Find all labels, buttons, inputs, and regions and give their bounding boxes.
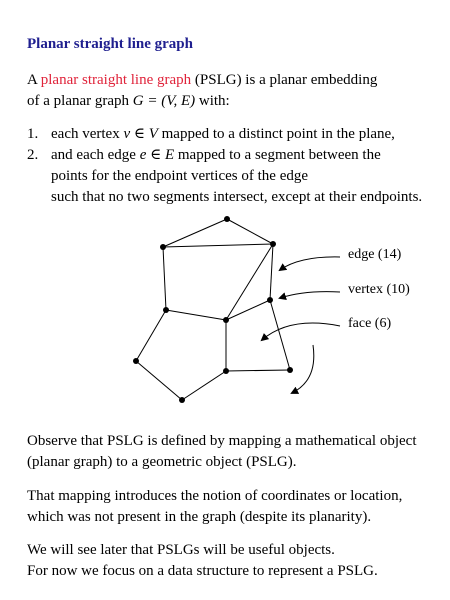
graph-edge	[270, 300, 290, 370]
graph-vertex	[223, 317, 229, 323]
list-number-1: 1.	[27, 126, 39, 142]
mapping-line-1: That mapping introduces the notion of coordinates or location,	[27, 488, 403, 504]
graph-vertex	[163, 307, 169, 313]
graph-vertex	[267, 297, 273, 303]
vertex-callout-arrow	[280, 292, 340, 298]
graph-vertex	[224, 216, 230, 222]
edge-callout-label: edge (14)	[348, 247, 402, 262]
graph-vertex	[160, 244, 166, 250]
slide-title: Planar straight line graph	[27, 36, 193, 52]
graph-edge	[163, 244, 273, 247]
graph-edge	[163, 219, 227, 247]
intro-suffix: (PSLG) is a planar embedding	[191, 72, 378, 88]
graph-vertex	[270, 241, 276, 247]
graph-vertex	[287, 367, 293, 373]
later-line-2: For now we focus on a data structure to represent a PSLG.	[27, 563, 378, 579]
list-item-2-math: e ∈ E	[139, 147, 175, 163]
list-item-2-pre: and each edge	[51, 147, 140, 163]
list-item-1-math: v ∈ V	[123, 126, 158, 142]
intro-line2-suffix: with:	[195, 93, 230, 109]
observe-line-2: (planar graph) to a geometric object (PSLG).	[27, 454, 297, 470]
graph-edge	[136, 310, 166, 361]
graph-edge	[163, 247, 166, 310]
face-callout-arrow	[262, 323, 340, 340]
observe-line-1: Observe that PSLG is defined by mapping a mathematical object	[27, 433, 417, 449]
list-item-2-post: mapped to a segment between the	[174, 147, 381, 163]
list-item-1-post: mapped to a distinct point in the plane,	[157, 126, 395, 142]
later-line-1: We will see later that PSLGs will be useful objects.	[27, 542, 335, 558]
graph-edge	[136, 361, 182, 400]
list-item-1-pre: each vertex	[51, 126, 124, 142]
graph-edge	[227, 219, 273, 244]
intro-prefix: A	[27, 72, 41, 88]
graph-vertex	[133, 358, 139, 364]
face-callout-arrow-2	[292, 345, 314, 393]
graph-edge	[182, 371, 226, 400]
edge-callout-arrow	[280, 257, 340, 270]
graph-vertex	[223, 368, 229, 374]
graph-vertex	[179, 397, 185, 403]
graph-edge	[270, 244, 273, 300]
graph-edge	[226, 244, 273, 320]
list-number-2: 2.	[27, 147, 39, 163]
list-item-2-cont-2: such that no two segments intersect, except at their endpoints.	[51, 189, 423, 205]
graph-edge	[226, 370, 290, 371]
list-item-2-cont-1: points for the endpoint vertices of the edge	[51, 168, 309, 184]
face-callout-label: face (6)	[348, 316, 392, 331]
vertex-callout-label: vertex (10)	[348, 282, 410, 297]
intro-highlight: planar straight line graph	[40, 72, 192, 88]
graph-edge	[166, 310, 226, 320]
mapping-line-2: which was not present in the graph (despite its planarity).	[27, 509, 372, 525]
intro-line2-math: G = (V, E)	[132, 93, 196, 109]
intro-line2-prefix: of a planar graph	[27, 93, 133, 109]
